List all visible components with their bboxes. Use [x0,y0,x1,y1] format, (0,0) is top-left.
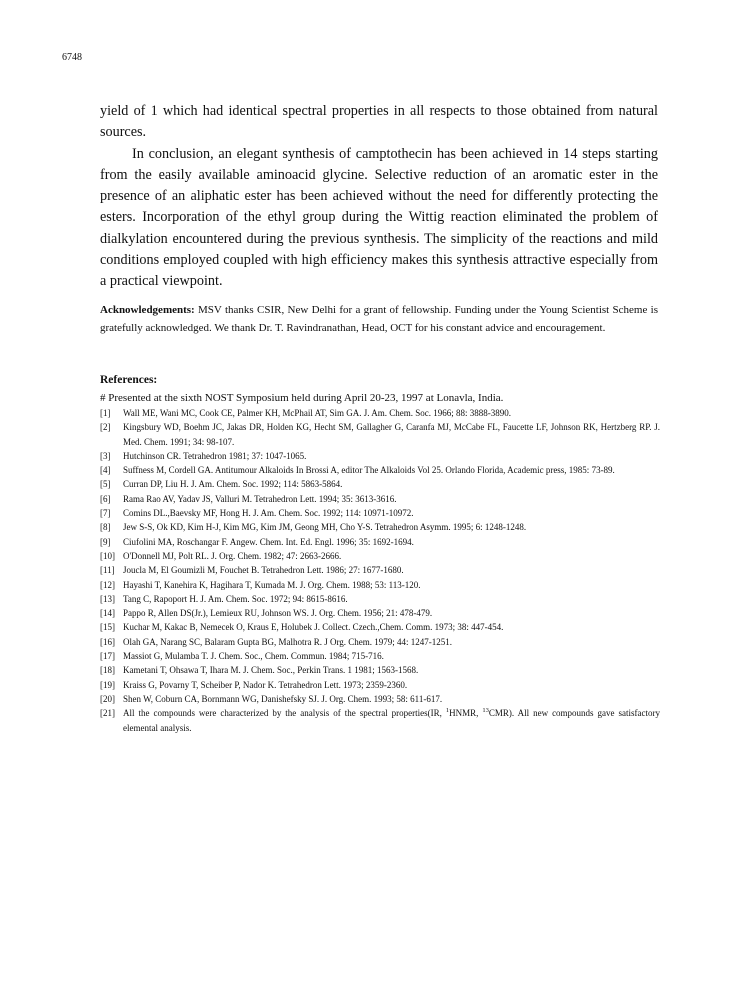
reference-number: [21] [100,708,115,719]
reference-number: [1] [100,408,111,418]
reference-item [100,492,660,506]
reference-number: [8] [100,522,111,533]
reference-text-part: All the compounds were characterized by the analysis of the spectral properties(IR, [123,708,446,719]
reference-item [100,706,660,735]
reference-item [100,578,660,592]
reference-number: [15] [100,622,115,633]
reference-number: [16] [100,636,115,647]
reference-number: [2] [100,422,111,433]
reference-text: Comins DL.,Baevsky MF, Hong H. J. Am. Chem. Soc. 1992; 114: 10971-10972. [123,508,414,519]
reference-item [100,692,660,706]
reference-number: [9] [100,536,111,547]
reference-text: Hayashi T, Kanehira K, Hagihara T, Kumada M. J. Org. Chem. 1988; 53: 113-120. [123,579,421,590]
reference-item [100,620,660,634]
reference-text-part: HNMR, [449,708,483,719]
reference-text: Rama Rao AV, Yadav JS, Valluri M. Tetrahedron Lett. 1994; 35: 3613-3616. [123,493,397,504]
reference-item [100,678,660,692]
reference-text: Curran DP, Liu H. J. Am. Chem. Soc. 1992; 114: 5863-5864. [123,479,343,490]
reference-item [100,649,660,663]
references-heading: References: [100,374,158,386]
superscript: 1 [445,707,450,715]
presented-note: # Presented at the sixth NOST Symposium held during April 20-23, 1997 at Lonavla, India. [100,392,504,404]
reference-number: [18] [100,665,115,676]
reference-number: [20] [100,693,115,704]
reference-text: Jew S-S, Ok KD, Kim H-J, Kim MG, Kim JM, Geong MH, Cho Y-S. Tetrahedron Asymm. 1995; 6: 1248-1248. [123,522,527,533]
reference-item [100,592,660,606]
reference-item [100,549,660,563]
reference-item [100,449,660,463]
reference-text: Ciufolini MA, Roschangar F. Angew. Chem. Int. Ed. Engl. 1996; 35: 1692-1694. [123,536,414,547]
reference-item [100,535,660,549]
reference-text: Olah GA, Narang SC, Balaram Gupta BG, Malhotra R. J Org. Chem. 1979; 44: 1247-1251. [123,636,453,647]
reference-item [100,506,660,520]
reference-text: O'Donnell MJ, Polt RL. J. Org. Chem. 1982; 47: 2663-2666. [123,550,342,561]
reference-text: Kametani T, Ohsawa T, Ihara M. J. Chem. Soc., Perkin Trans. 1 1981; 1563-1568. [123,665,419,676]
reference-number: [11] [100,565,115,576]
paragraph-conclusion: In conclusion, an elegant synthesis of camptothecin has been achieved in 14 steps starting from the easily available aminoacid glycine. Selective reduction of an aromatic ester in the presence of an aliphatic ester has been achieved without the need for differently protecting the esters. Incorporation of the ethyl group during the Wittig reaction eliminated the problem of dialkylation encountered during the previous synthesis. The simplicity of the reactions and mild conditions employed coupled with high efficiency makes this synthesis attractive especially from a practical viewpoint. [100,145,658,290]
reference-item [100,520,660,534]
reference-text: Shen W, Coburn CA, Bornmann WG, Danishefsky SJ. J. Org. Chem. 1993; 58: 611-617. [123,693,443,704]
reference-number: [3] [100,450,111,461]
reference-item [100,606,660,620]
reference-item [100,563,660,577]
reference-item [100,420,660,449]
reference-number: [6] [100,493,111,504]
paragraph-continued: yield of 1 which had identical spectral properties in all respects to those obtained from natural sources. [100,103,658,141]
acknowledgements-text: MSV thanks CSIR, New Delhi for a grant of fellowship. Funding under the Young Scientist Scheme is gratefully acknowledged. We thank Dr. T. Ravindranathan, Head, OCT for his constant advice and encouragement. [100,304,658,334]
reference-text: Hutchinson CR. Tetrahedron 1981; 37: 1047-1065. [123,450,307,461]
reference-list [100,406,660,735]
reference-number: [17] [100,651,115,662]
acknowledgements-heading: Acknowledgements: [100,304,195,316]
reference-number: [7] [100,508,111,519]
body-text [100,101,658,293]
reference-text: Joucla M, El Goumizli M, Fouchet B. Tetrahedron Lett. 1986; 27: 1677-1680. [123,565,404,576]
reference-item [100,477,660,491]
reference-number: [5] [100,479,111,490]
reference-text [123,706,660,735]
reference-text: Wall ME, Wani MC, Cook CE, Palmer KH, McPhail AT, Sim GA. J. Am. Chem. Soc. 1966; 88: 3888-3890. [123,408,511,418]
reference-number: [14] [100,608,115,619]
reference-number: [13] [100,593,115,604]
reference-text: Tang C, Rapoport H. J. Am. Chem. Soc. 1972; 94: 8615-8616. [123,593,348,604]
reference-text: Massiot G, Mulamba T. J. Chem. Soc., Chem. Commun. 1984; 715-716. [123,651,384,662]
reference-item [100,635,660,649]
reference-text: Kraiss G, Povarny T, Scheiber P, Nador K. Tetrahedron Lett. 1973; 2359-2360. [123,679,408,690]
acknowledgements [100,302,658,337]
reference-number: [12] [100,579,115,590]
reference-text: Kingsbury WD, Boehm JC, Jakas DR, Holden KG, Hecht SM, Gallagher G, Caranfa MJ, McCabe FL, Faucette LF, Johnson RK, Hertzberg RP. J. Med. Chem. 1991; 34: 98-107. [123,422,660,447]
reference-item [100,406,660,420]
reference-text-part: CMR). All new compounds gave satisfactory elemental analysis. [123,708,660,733]
page-number: 6748 [62,52,82,63]
reference-text: Pappo R, Allen DS(Jr.), Lemieux RU, Johnson WS. J. Org. Chem. 1956; 21: 478-479. [123,608,433,619]
reference-item [100,663,660,677]
reference-number: [4] [100,465,111,476]
reference-number: [19] [100,679,115,690]
reference-text: Kuchar M, Kakac B, Nemecek O, Kraus E, Holubek J. Collect. Czech.,Chem. Comm. 1973; 38: 447-454. [123,622,504,633]
reference-item [100,463,660,477]
reference-text: Suffness M, Cordell GA. Antitumour Alkaloids In Brossi A, editor The Alkaloids Vol 25. Orlando Florida, Academic press, 1985: 73-89. [123,465,615,476]
reference-number: [10] [100,550,115,561]
superscript: 13 [482,707,489,715]
